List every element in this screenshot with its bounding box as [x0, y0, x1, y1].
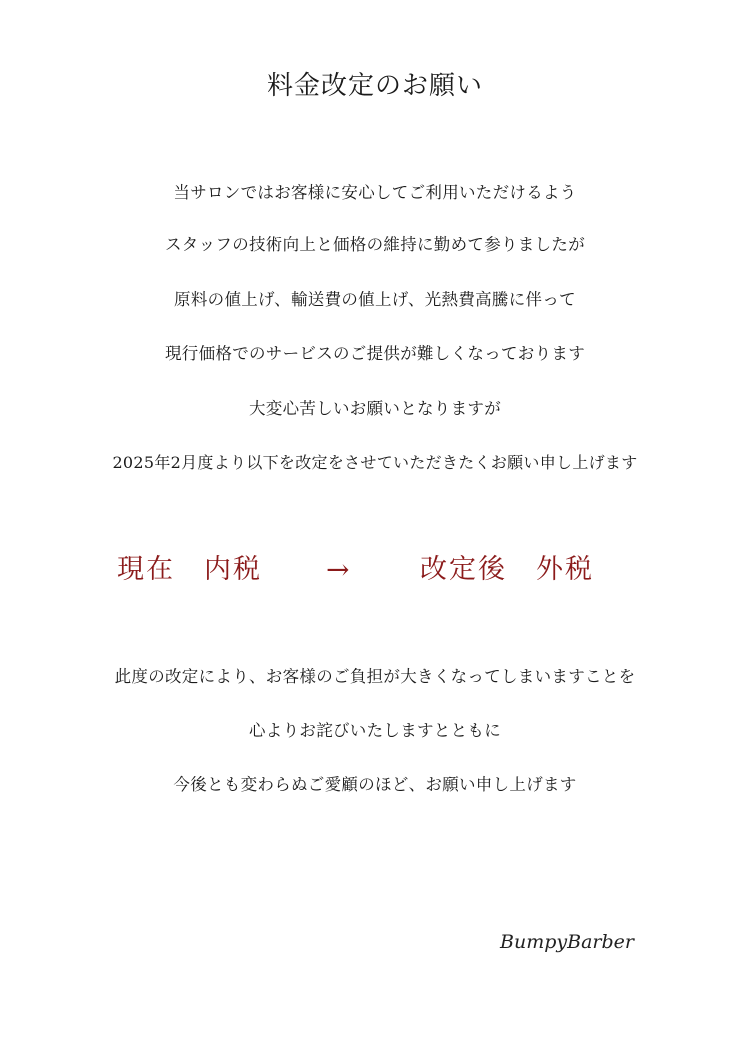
intro-line: 原料の値上げ、輸送費の値上げ、光熱費高騰に伴って — [174, 290, 576, 309]
arrow-icon: → — [326, 553, 350, 586]
intro-line: 当サロンではお客様に安心してご利用いただけるよう — [173, 183, 577, 202]
intro-line: 大変心苦しいお願いとなりますが — [249, 399, 501, 418]
revised-tax-label: 改定後 外税 — [420, 554, 594, 585]
closing-line: 此度の改定により、お客様のご負担が大きくなってしまいますことを — [114, 667, 636, 686]
intro-line: スタッフの技術向上と価格の維持に勤めて参りましたが — [165, 235, 585, 254]
shop-signature: BumpyBarber — [500, 931, 634, 953]
current-tax-label: 現在 内税 — [117, 554, 262, 585]
closing-line: 今後とも変わらぬご愛顧のほど、お願い申し上げます — [173, 775, 577, 794]
intro-line: 現行価格でのサービスのご提供が難しくなっております — [165, 344, 585, 363]
notice-title: 料金改定のお願い — [266, 71, 483, 101]
price-change-row — [0, 548, 750, 592]
closing-line: 心よりお詫びいたしますとともに — [249, 721, 501, 740]
revision-date-line: 2025年2月度より以下を改定をさせていただきたくお願い申し上げます — [112, 453, 638, 472]
